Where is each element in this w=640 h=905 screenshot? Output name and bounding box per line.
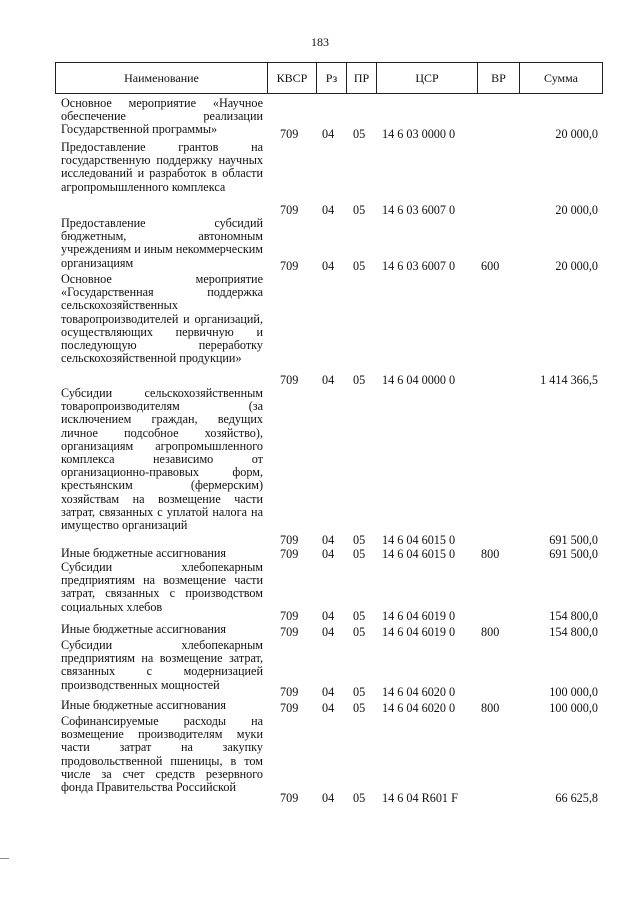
row-pr: 05 (353, 684, 366, 699)
row-name: Основное мероприятие «Научное обеспечение реализации Государственной программы» (61, 96, 263, 137)
row-sum: 66 625,8 (555, 790, 598, 805)
row-sum: 154 800,0 (549, 624, 598, 639)
margin-mark (0, 858, 9, 859)
row-name: Субсидии хлебопекарным предприятиям на возмещение затрат, связанных с модернизацией производственных мощностей (61, 638, 263, 692)
row-name: Софинансируемые расходы на возмещение производителям муки части затрат на закупку продовольственной пшеницы, в том числе за счет средств резервного фонда Правительства Российской (61, 714, 263, 795)
row-kvsr: 709 (280, 258, 299, 273)
row-pr: 05 (353, 700, 366, 715)
row-vr: 800 (481, 624, 500, 639)
row-pr: 05 (353, 202, 366, 217)
table-row (0, 273, 640, 387)
row-csr: 14 6 03 0000 0 (382, 126, 456, 141)
row-pr: 05 (353, 608, 366, 623)
row-pr: 05 (353, 790, 366, 805)
row-csr: 14 6 03 6007 0 (382, 258, 456, 273)
row-kvsr: 709 (280, 546, 299, 561)
row-name: Субсидии хлебопекарным предприятиям на возмещение части затрат, связанных с производством социальных хлебов (61, 560, 263, 614)
row-pr: 05 (353, 532, 366, 547)
row-vr: 800 (481, 700, 500, 715)
row-kvsr: 709 (280, 624, 299, 639)
row-rz: 04 (322, 700, 335, 715)
row-csr: 14 6 04 6020 0 (382, 684, 456, 699)
row-pr: 05 (353, 372, 366, 387)
row-rz: 04 (322, 202, 335, 217)
row-sum: 691 500,0 (549, 546, 598, 561)
row-vr: 600 (481, 258, 500, 273)
row-csr: 14 6 04 0000 0 (382, 372, 456, 387)
row-rz: 04 (322, 790, 335, 805)
row-kvsr: 709 (280, 684, 299, 699)
row-name: Основное мероприятие «Государственная поддержка сельскохозяйственных товаропроизводителей и организаций, осуществляющих первичную и последующую переработку сельскохозяйственной продукции» (61, 272, 263, 366)
header-name: Наименование (124, 71, 199, 85)
table-row (0, 699, 640, 715)
budget-table-body (0, 97, 640, 805)
table-row (0, 623, 640, 639)
header-vr: ВР (477, 63, 519, 93)
row-pr: 05 (353, 546, 366, 561)
row-csr: 14 6 04 6019 0 (382, 624, 456, 639)
table-row (0, 141, 640, 217)
row-kvsr: 709 (280, 790, 299, 805)
row-rz: 04 (322, 546, 335, 561)
row-sum: 100 000,0 (549, 684, 598, 699)
row-csr: 14 6 04 6015 0 (382, 532, 456, 547)
table-row (0, 547, 640, 561)
row-rz: 04 (322, 532, 335, 547)
row-rz: 04 (322, 126, 335, 141)
row-sum: 100 000,0 (549, 700, 598, 715)
row-kvsr: 709 (280, 202, 299, 217)
row-name: Иные бюджетные ассигнования (61, 622, 227, 636)
row-kvsr: 709 (280, 700, 299, 715)
row-pr: 05 (353, 258, 366, 273)
header-pr: ПР (346, 63, 376, 93)
row-rz: 04 (322, 684, 335, 699)
row-csr: 14 6 04 R601 F (382, 790, 458, 805)
row-pr: 05 (353, 126, 366, 141)
row-rz: 04 (322, 624, 335, 639)
header-kvsr: КВСР (267, 63, 316, 93)
row-vr: 800 (481, 546, 500, 561)
table-row (0, 387, 640, 547)
row-name: Субсидии сельскохозяйственным товаропроизводителям (за исключением граждан, ведущих личное подсобное хозяйство), организациям агропромышленного комплекса независимо от организационно-правовых форм, крестьянским (фермерским) хозяйствам на возмещение части затрат, связанных с уплатой налога на имущество организаций (61, 386, 263, 533)
row-csr: 14 6 04 6019 0 (382, 608, 456, 623)
row-sum: 691 500,0 (549, 532, 598, 547)
table-row (0, 97, 640, 141)
row-name: Предоставление грантов на государственную поддержку научных исследований и разработок в области агропромышленного комплекса (61, 140, 263, 194)
row-rz: 04 (322, 372, 335, 387)
row-csr: 14 6 04 6020 0 (382, 700, 456, 715)
row-pr: 05 (353, 624, 366, 639)
header-rz: Рз (316, 63, 346, 93)
row-name: Иные бюджетные ассигнования (61, 698, 227, 712)
row-rz: 04 (322, 258, 335, 273)
row-sum: 20 000,0 (555, 258, 598, 273)
row-name: Предоставление субсидий бюджетным, автономным учреждениям и иным некоммерческим организациям (61, 216, 263, 270)
row-sum: 20 000,0 (555, 126, 598, 141)
row-sum: 1 414 366,5 (540, 372, 598, 387)
row-csr: 14 6 04 6015 0 (382, 546, 456, 561)
row-name: Иные бюджетные ассигнования (61, 546, 227, 560)
header-csr: ЦСР (376, 63, 477, 93)
table-row (0, 217, 640, 273)
page-number: 183 (311, 35, 329, 49)
header-sum: Сумма (519, 63, 602, 93)
table-row (0, 715, 640, 805)
row-rz: 04 (322, 608, 335, 623)
row-kvsr: 709 (280, 608, 299, 623)
row-sum: 20 000,0 (555, 202, 598, 217)
row-sum: 154 800,0 (549, 608, 598, 623)
row-kvsr: 709 (280, 532, 299, 547)
row-kvsr: 709 (280, 126, 299, 141)
table-row (0, 561, 640, 623)
row-csr: 14 6 03 6007 0 (382, 202, 456, 217)
table-row (0, 639, 640, 699)
table-header (55, 62, 603, 94)
row-kvsr: 709 (280, 372, 299, 387)
